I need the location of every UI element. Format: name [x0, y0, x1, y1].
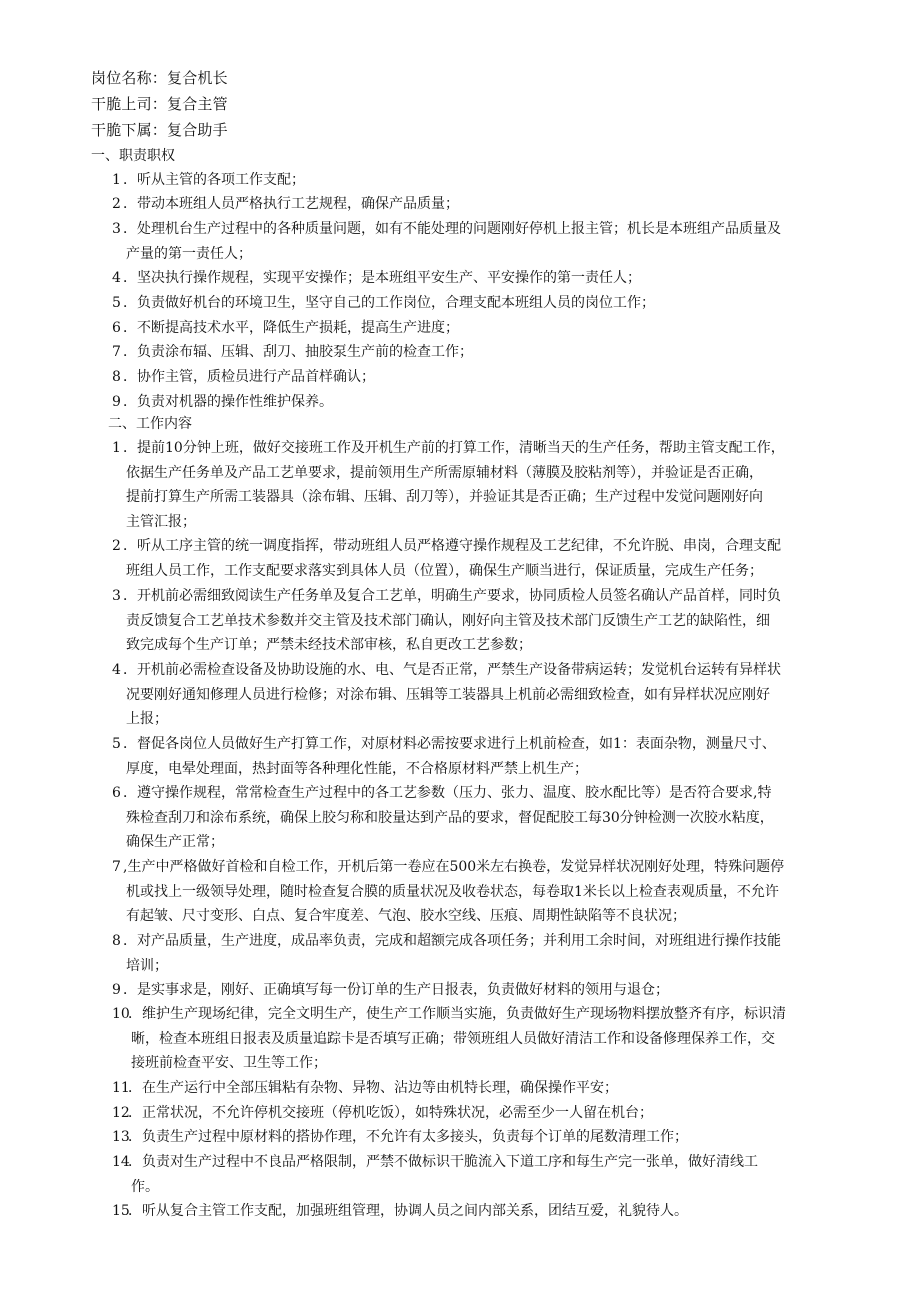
item-text-line: 产量的第一责任人；: [126, 245, 252, 262]
item-text: [123, 192, 459, 217]
item-text-line: 机或找上一级领导处理，随时检查复合膜的质量状况及收卷状态，每卷取1米长以上检查表观质量，不允许: [126, 883, 779, 900]
item-text-line: 厚度，电晕处理面，热封面等各种理化性能，不合格原材料严禁上机生产；: [126, 760, 588, 777]
item-text-line: ．听从工序主管的统一调度指挥，带动班组人员严格遵守操作规程及工艺纪律，不允许脱、串岗，合理支配: [123, 538, 781, 554]
item-number: 6: [112, 785, 121, 801]
item-text: [128, 1125, 688, 1150]
item-text-line: 主管汇报；: [126, 513, 196, 530]
item-text-line: ．坚决执行操作规程，实现平安操作；是本班组平安生产、平安操作的第一责任人；: [123, 270, 641, 286]
item-text: [123, 732, 776, 781]
item-text-line: 班组人员工作，工作支配要求落实到具体人员（位置），确保生产顺当进行，保证质量，完成生产任务；: [126, 562, 763, 579]
item-text-line: ．处理机台生产过程中的各种质量问题，如有不能处理的问题刚好停机上报主管；机长是本班组产品质量及: [123, 221, 781, 237]
item-number: 6: [112, 320, 121, 336]
item-number: 5: [112, 295, 121, 311]
item-text-line: ．在生产运行中全部压辑粘有杂物、异物、沾边等由机特长理，确保操作平安；: [128, 1080, 618, 1096]
item-text-line: 上报；: [126, 711, 168, 727]
item-text: [123, 316, 459, 341]
item-text-line: ．带动本班组人员严格执行工艺规程，确保产品质量；: [123, 196, 459, 212]
item-number: 8: [112, 369, 121, 385]
item-text-line: ．开机前必需检查设备及协助设施的水、电、气是否正常，严禁生产设备带病运转；发觉机台运转有异样状: [123, 662, 781, 678]
item-text-line: 作。: [131, 1178, 159, 1195]
item-number: 2: [112, 196, 121, 212]
item-number: 1: [112, 440, 121, 456]
item-text-line: ．维护生产现场纪律，完全文明生产，使生产工作顺当实施，负责做好生产现场物料摆放整齐有序，标识清: [128, 1006, 786, 1022]
item-text-line: ．开机前必需细致阅读生产任务单及复合工艺单，明确生产要求，协同质检人员签名确认产品首样，同时负: [123, 588, 781, 604]
item-number: 5: [112, 736, 121, 752]
item-number: 13: [112, 1129, 130, 1145]
direct-subordinate: 干脆下属：复合助手: [91, 121, 228, 139]
item-number: 11: [112, 1080, 130, 1096]
item-text-line: ．提前10分钟上班，做好交接班工作及开机生产前的打算工作，清晰当天的生产任务，帮助主管支配工作，: [123, 440, 785, 456]
item-text: [123, 291, 655, 316]
item-text: [123, 266, 641, 291]
item-text-line: ．正常状况，不允许停机交接班（停机吃饭），如特殊状况，必需至少一人留在机台；: [128, 1105, 653, 1121]
item-text: [128, 1150, 758, 1199]
item-text: [123, 534, 781, 583]
item-number: 10: [112, 1006, 130, 1022]
item-text-line: ．是实事求是，刚好、正确填写每一份订单的生产日报表，负责做好材料的领用与退仓；: [123, 982, 669, 998]
item-text-line: 况要刚好通知修理人员进行检修；对涂布辑、压辑等工装器具上机前必需细致检查，如有异样状况应刚好: [126, 686, 770, 703]
item-text: [123, 584, 781, 658]
item-text-line: ．负责做好机台的环境卫生，坚守自己的工作岗位，合理支配本班组人员的岗位工作；: [123, 295, 655, 311]
item-text: [123, 855, 784, 929]
item-number: 14: [112, 1154, 130, 1170]
item-text-line: ．遵守操作规程，常常检查生产过程中的各工艺参数（压力、张力、温度、胶水配比等）是否符合要求,特: [123, 785, 772, 801]
item-text: [123, 390, 333, 415]
item-text: [128, 1101, 653, 1126]
item-text-line: ．负责对生产过程中不良品严格限制，严禁不做标识干脆流入下道工序和每生产完一张单，做好清线工: [128, 1154, 758, 1170]
item-text-line: 致完成每个生产订单；严禁未经技术部审核，私自更改工艺参数；: [126, 637, 532, 653]
item-text-line: ．负责生产过程中原材料的搭协作理，不允许有太多接头，负责每个订单的尾数清理工作；: [128, 1129, 688, 1145]
item-number: 12: [112, 1105, 130, 1121]
position-name: 岗位名称：复合机长: [91, 69, 228, 87]
item-text-line: 培训；: [126, 957, 168, 974]
item-text-line: 确保生产正常；: [126, 834, 224, 850]
item-text: [123, 929, 781, 978]
item-text-line: 接班前检查平安、卫生等工作；: [131, 1055, 327, 1071]
item-number: 4: [112, 270, 121, 286]
item-text-line: ．协作主管，质检员进行产品首样确认；: [123, 369, 375, 385]
item-number: 3: [112, 588, 121, 604]
item-text-line: ．负责涂布辐、压辑、刮刀、抽胶泵生产前的检查工作；: [123, 344, 473, 360]
item-text: [128, 1199, 688, 1224]
item-number: 1: [112, 172, 121, 188]
item-number: 9: [112, 394, 121, 410]
item-text: [128, 1002, 786, 1076]
item-text-line: ．听从复合主管工作支配，加强班组管理，协调人员之间内部关系，团结互爱，礼貌待人。: [128, 1203, 688, 1219]
item-text: [128, 1076, 618, 1101]
section-1-title: 一、职责职权: [91, 148, 175, 164]
item-number: 2: [112, 538, 121, 554]
item-text-line: ．对产品质量，生产进度，成品率负责，完成和超额完成各项任务；并利用工余时间，对班组进行操作技能: [123, 933, 781, 949]
item-text: [123, 340, 473, 365]
item-text-line: 殊检查刮刀和涂布系统，确保上胶匀称和胶量达到产品的要求，督促配胶工每30分钟检测一次胶水粘度，: [126, 809, 774, 826]
item-number: 8: [112, 933, 121, 949]
item-text-line: 提前打算生产所需工装器具（涂布辑、压辑、刮刀等），并验证其是否正确；生产过程中发觉问题刚好向: [126, 489, 763, 505]
item-number: 9: [112, 982, 121, 998]
item-text: [123, 436, 785, 534]
item-text: [123, 658, 781, 732]
item-text: [123, 365, 375, 390]
item-text-line: 依据生产任务单及产品工艺单要求，提前领用生产所需原辅材料（薄膜及胶粘剂等），并验证是否正确，: [126, 464, 763, 481]
item-text: [123, 217, 781, 266]
item-text-line: ．不断提高技术水平，降低生产损耗，提高生产进度；: [123, 320, 459, 336]
item-text: [123, 168, 305, 193]
item-number: 15: [112, 1203, 130, 1219]
item-text-line: 晰，检查本班组日报表及质量追踪卡是否填写正确；带领班组人员做好清洁工作和设备修理保养工作，交: [131, 1030, 775, 1047]
section-2-title: 二、工作内容: [108, 416, 192, 432]
item-text: [123, 781, 774, 855]
item-text-line: 责反馈复合工艺单技术参数并交主管及技术部门确认，刚好向主管及技术部门反馈生产工艺的缺陷性，细: [126, 612, 770, 629]
item-text-line: ．督促各岗位人员做好生产打算工作，对原材料必需按要求进行上机前检查，如1：表面杂物，测量尺寸、: [123, 736, 776, 752]
item-number: 7: [112, 859, 121, 875]
item-text-line: ．听从主管的各项工作支配；: [123, 172, 305, 188]
item-text-line: ．负责对机器的操作性维护保养。: [123, 394, 333, 410]
item-number: 7: [112, 344, 121, 360]
item-text: [123, 978, 669, 1003]
direct-superior: 干脆上司：复合主管: [91, 95, 228, 113]
item-number: 3: [112, 221, 121, 237]
item-text-line: 有起皱、尺寸变形、白点、复合牢度差、气泡、胶水空线、压痕、周期性缺陷等不良状况；: [126, 908, 686, 924]
item-number: 4: [112, 662, 121, 678]
item-text-line: ,生产中严格做好首检和自检工作，开机后第一卷应在500米左右换卷，发觉异样状况刚好处理，特殊问题停: [123, 859, 785, 875]
